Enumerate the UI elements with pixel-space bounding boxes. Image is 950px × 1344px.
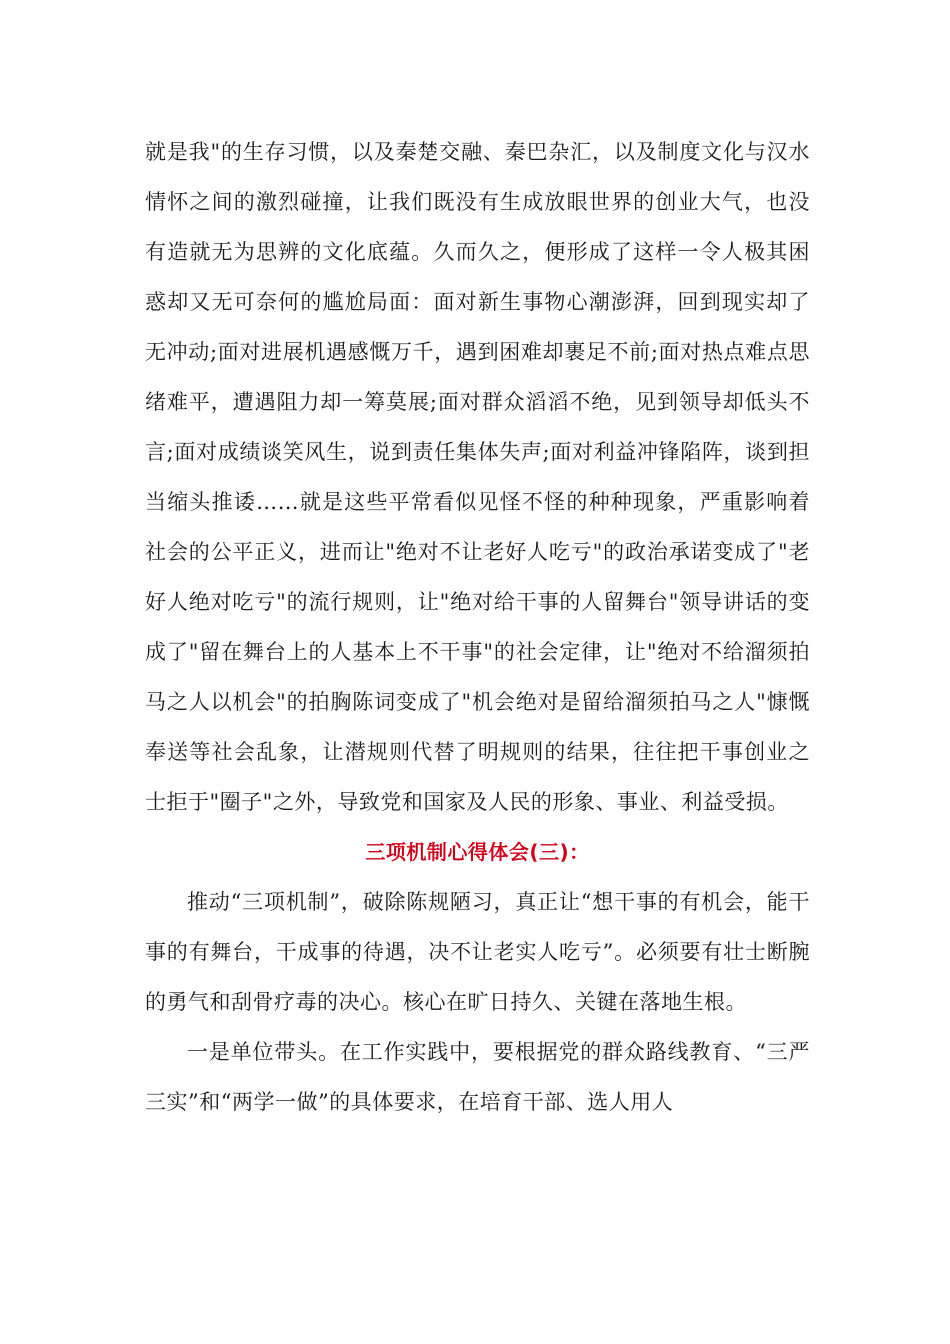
paragraph-3: 一是单位带头。在工作实践中，要根据党的群众路线教育、“三严三实”和“两学一做”的具体要求，在培育干部、选人用人	[145, 1040, 810, 1114]
section-heading: 三项机制心得体会(三)：	[365, 840, 590, 864]
paragraph-2: 推动“三项机制”，破除陈规陋习，真正让“想干事的有机会，能干事的有舞台，干成事的待遇，决不让老实人吃亏”。必须要有壮士断腕的勇气和刮骨疗毒的决心。核心在旷日持久、关键在落地生根。	[145, 890, 810, 1014]
paragraph-1: 就是我"的生存习惯，以及秦楚交融、秦巴杂汇，以及制度文化与汉水情怀之间的激烈碰撞，让我们既没有生成放眼世界的创业大气，也没有造就无为思辨的文化底蕴。久而久之，便形成了这样一令人极其困惑却又无可奈何的尴尬局面：面对新生事物心潮澎湃，回到现实却了无冲动;面对进展机遇感慨万千，遇到困难却裹足不前;面对热点难点思绪难平，遭遇阻力却一筹莫展;面对群众滔滔不绝，见到领导却低头不言;面对成绩谈笑风生，说到责任集体失声;面对利益冲锋陷阵，谈到担当缩头推诿……就是这些平常看似见怪不怪的种种现象，严重影响着社会的公平正义，进而让"绝对不让老好人吃亏"的政治承诺变成了"老好人绝对吃亏"的流行规则，让"绝对给干事的人留舞台"领导讲话的变成了"留在舞台上的人基本上不干事"的社会定律，让"绝对不给溜须拍马之人以机会"的拍胸陈词变成了"机会绝对是留给溜须拍马之人"慷慨奉送等社会乱象，让潜规则代替了明规则的结果，往往把干事创业之士拒于"圈子"之外，导致党和国家及人民的形象、事业、利益受损。	[145, 140, 810, 814]
document-body	[145, 127, 810, 1127]
